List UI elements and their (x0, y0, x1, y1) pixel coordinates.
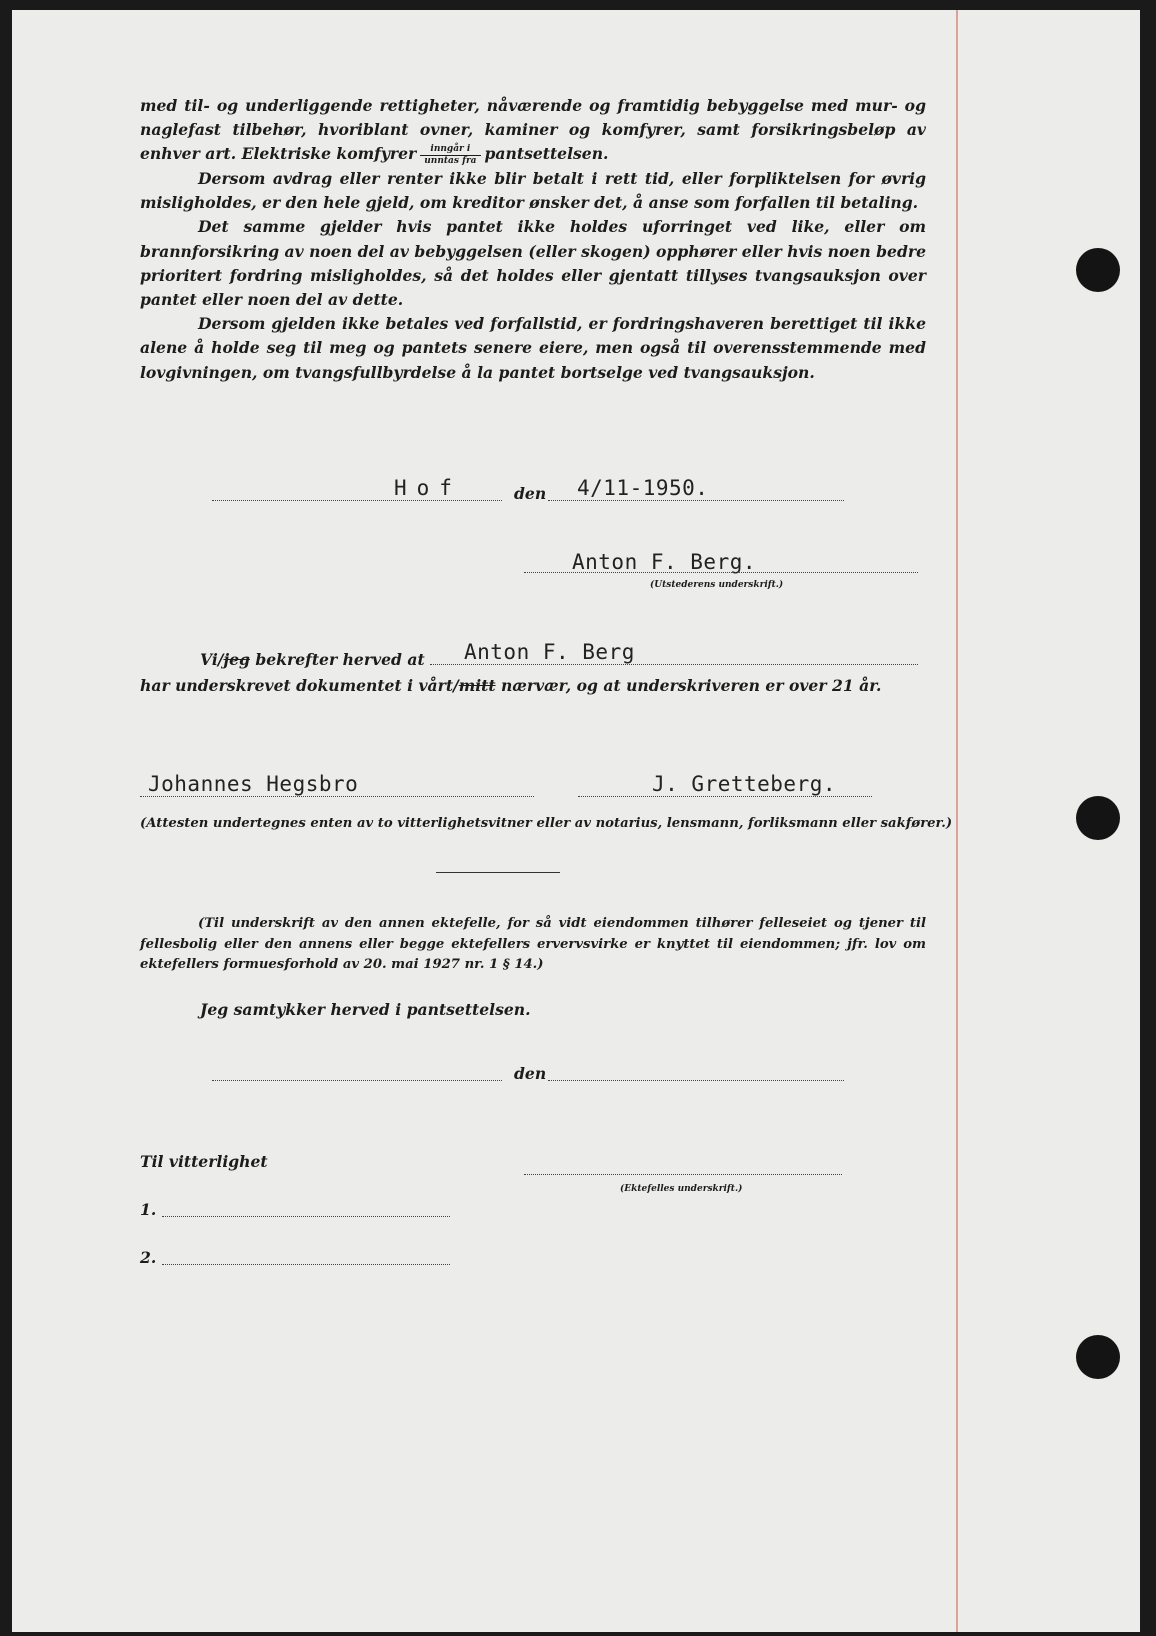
punch-hole-middle (1076, 796, 1120, 840)
paragraph-default: Dersom avdrag eller renter ikke blir betalt i rett tid, eller forpliktelsen for øvrig misligholdes, er den hele gjeld, om kreditor ønsker det, å anse som forfallen til betaling. (140, 168, 926, 213)
document-page (12, 10, 1140, 1632)
paragraph-property-end: pantsettelsen. (484, 144, 609, 164)
spouse-date-line (548, 1080, 844, 1081)
paragraph-enforcement: Dersom gjelden ikke betales ved forfallstid, er fordringshaveren berettiget til ikke alene å holde seg til meg og pantets senere eiere, men også til overensstemmende med lovgivningen, om tvangsfullbyrdelse å la pantet bortselge ved tvangsauksjon. (140, 314, 926, 382)
confirmed-name: Anton F. Berg (464, 640, 635, 664)
witness-2-line (578, 796, 872, 797)
section-divider (436, 872, 560, 873)
witness-2-signature: J. Gretteberg. (652, 772, 837, 796)
confirmation-line-2 (140, 676, 881, 695)
den-label: den (514, 484, 547, 503)
vitterlighet-line-2 (162, 1264, 450, 1265)
witness-number-1: 1. (140, 1200, 157, 1219)
witness-number-2: 2. (140, 1248, 157, 1267)
place-line (212, 500, 502, 501)
confirmed-name-line (430, 664, 918, 665)
spouse-signature-line (524, 1174, 842, 1175)
spouse-caption: (Ektefelles underskrift.) (620, 1184, 743, 1194)
confirm-line2-b: nærvær, og at underskriveren er over 21 år. (495, 676, 882, 695)
punch-hole-bottom (1076, 1335, 1120, 1379)
paragraph-property-text: med til- og underliggende rettigheter, nåværende og framtidig bebyggelse med mur- og naglefast tilbehør, hvoriblant ovner, kaminer og komfyrer, samt forsikringsbeløp av enhver art. Elektriske komfyrer (140, 96, 926, 164)
witness-1-signature: Johannes Hegsbro (148, 772, 359, 796)
confirmation-line-1 (200, 650, 425, 669)
fraction-bottom: unntas fra (424, 155, 477, 166)
confirm-line2-a: har underskrevet dokumentet i vårt/ (140, 676, 459, 695)
confirm-vi: Vi/ (200, 650, 224, 669)
paragraph-property (140, 94, 926, 167)
issuer-signature-line (524, 572, 918, 573)
til-vitterlighet-label: Til vitterlighet (140, 1152, 268, 1171)
witness-note: (Attesten undertegnes enten av to vitterlighetsvitner eller av notarius, lensmann, forliksmann eller sakfører.) (140, 816, 953, 831)
witness-1-line (140, 796, 534, 797)
confirm-jeg-struck: jeg (223, 650, 250, 669)
date-line (548, 500, 844, 501)
margin-rule (956, 10, 958, 1632)
main-paragraphs (140, 94, 926, 385)
issuer-signature: Anton F. Berg. (572, 550, 757, 574)
place-typed: Hof (394, 476, 462, 500)
inngar-unntas-fraction (420, 144, 480, 167)
punch-hole-top (1076, 248, 1120, 292)
consent-text: Jeg samtykker herved i pantsettelsen. (200, 1000, 531, 1019)
confirm-rest: bekrefter herved at (249, 650, 425, 669)
spouse-note: (Til underskrift av den annen ektefelle, for så vidt eiendommen tilhører felleseiet og tjener til fellesbolig eller den annens eller begge ektefellers ervervsvirke er knyttet til eiendommen; jfr. lov om ektefellers formuesforhold av 20. mai 1927 nr. 1 § 14.) (140, 916, 926, 972)
vitterlighet-line-1 (162, 1216, 450, 1217)
confirm-mitt-struck: mitt (458, 676, 496, 695)
paragraph-maintenance: Det samme gjelder hvis pantet ikke holdes uforringet ved like, eller om brannforsikring av noen del av bebyggelsen (eller skogen) opphører eller hvis noen bedre prioritert fordring misligholdes, så det holdes eller gjentatt tillyses tvangsauksjon over pantet eller noen del av dette. (140, 217, 926, 309)
date-typed: 4/11-1950. (577, 476, 709, 500)
spouse-place-line (212, 1080, 502, 1081)
fraction-top: inngår i (420, 144, 480, 156)
den-label-2: den (514, 1064, 547, 1083)
issuer-caption: (Utstederens underskrift.) (650, 580, 784, 590)
spouse-note-block (140, 914, 926, 976)
